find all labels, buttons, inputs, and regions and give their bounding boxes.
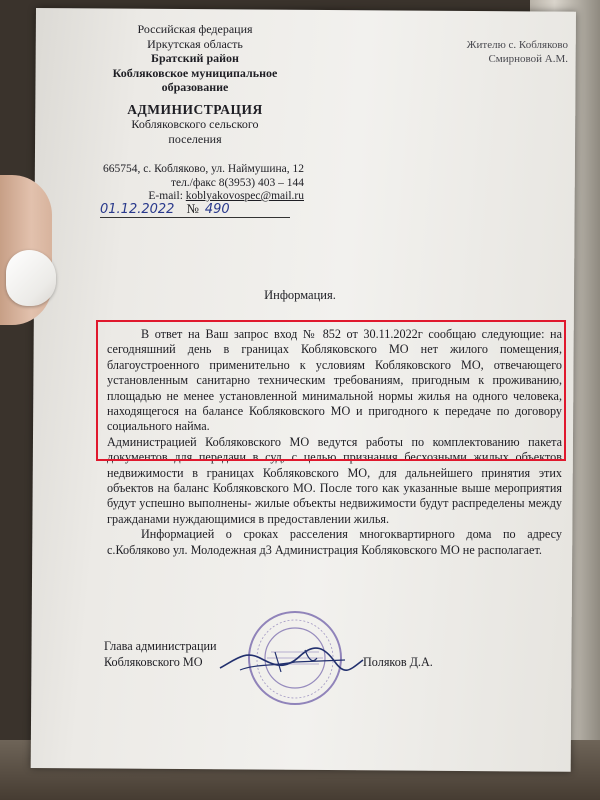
letterhead-line: образование — [161, 80, 229, 94]
registration-line — [100, 201, 290, 218]
position-line: Кобляковского МО — [104, 655, 203, 669]
paragraph-response: В ответ на Ваш запрос вход № 852 от 30.11.2022г сообщаю следующие: на сегодняшний день в границах Кобляковского МО нет жилого помещения, благоустроенного применительно к условиям Кобляковского МО, отвечающего установленным санитарно техническим требованиям, пригодным к проживанию, площадью не менее установленной минимальной нормы жилья на одного человека, находящегося на балансе Кобляковского МО и пригодного к передаче по договору социального найма. — [107, 327, 562, 434]
registration-date: 01.12.2022 — [100, 202, 175, 217]
letterhead-line: Российская федерация — [137, 22, 253, 36]
address-block — [94, 163, 304, 204]
letterhead-line: Братский район — [151, 51, 239, 65]
phone-line: тел./факс 8(3953) 403 – 144 — [170, 176, 304, 189]
handwritten-signature — [215, 640, 365, 680]
letterhead-line: Иркутская область — [147, 36, 243, 51]
registration-number-label: № — [186, 201, 199, 216]
letterhead — [100, 22, 290, 146]
letterhead-line: Кобляковское муниципальное — [112, 65, 278, 80]
position-line: Глава администрации — [104, 639, 217, 653]
highlight-box — [96, 320, 566, 461]
admin-subtitle: поселения — [168, 131, 222, 146]
signatory-position — [104, 638, 217, 670]
admin-title: АДМИНИСТРАЦИЯ — [127, 101, 263, 117]
admin-subtitle: Кобляковского сельского — [131, 117, 259, 131]
paragraph-resettlement: Информацией о сроках расселения многоквартирного дома по адресу с.Кобляково ул. Молодежная д3 Администрация Кобляковского МО не располагает. — [107, 527, 562, 557]
recipient-name: Смирновой А.М. — [488, 53, 568, 65]
email-label: E-mail: — [148, 190, 186, 202]
paragraph-court: Администрацией Кобляковского МО ведутся работы по комплектованию пакета документов для передачи в суд, с целью признания бесхозными жилых объектов недвижимости в границах Кобляковского МО, для дальнейшего принятия этих объектов на баланс Кобляковского МО. После того как указанные выше мероприятия будут успешно выполнены- жилые объекты недвижимости будут распределены между гражданами нуждающимися в предоставлении жилья. — [107, 434, 562, 526]
signatory-name: Поляков Д.А. — [363, 655, 433, 669]
document-title: Информация. — [264, 288, 336, 302]
recipient-block — [420, 38, 568, 66]
address-line: 665754, с. Кобляково, ул. Наймушина, 12 — [103, 163, 304, 175]
registration-number: 490 — [204, 202, 230, 217]
email-link[interactable]: koblyakovospec@mail.ru — [185, 190, 304, 202]
recipient-line: Жителю с. Кобляково — [466, 39, 568, 51]
